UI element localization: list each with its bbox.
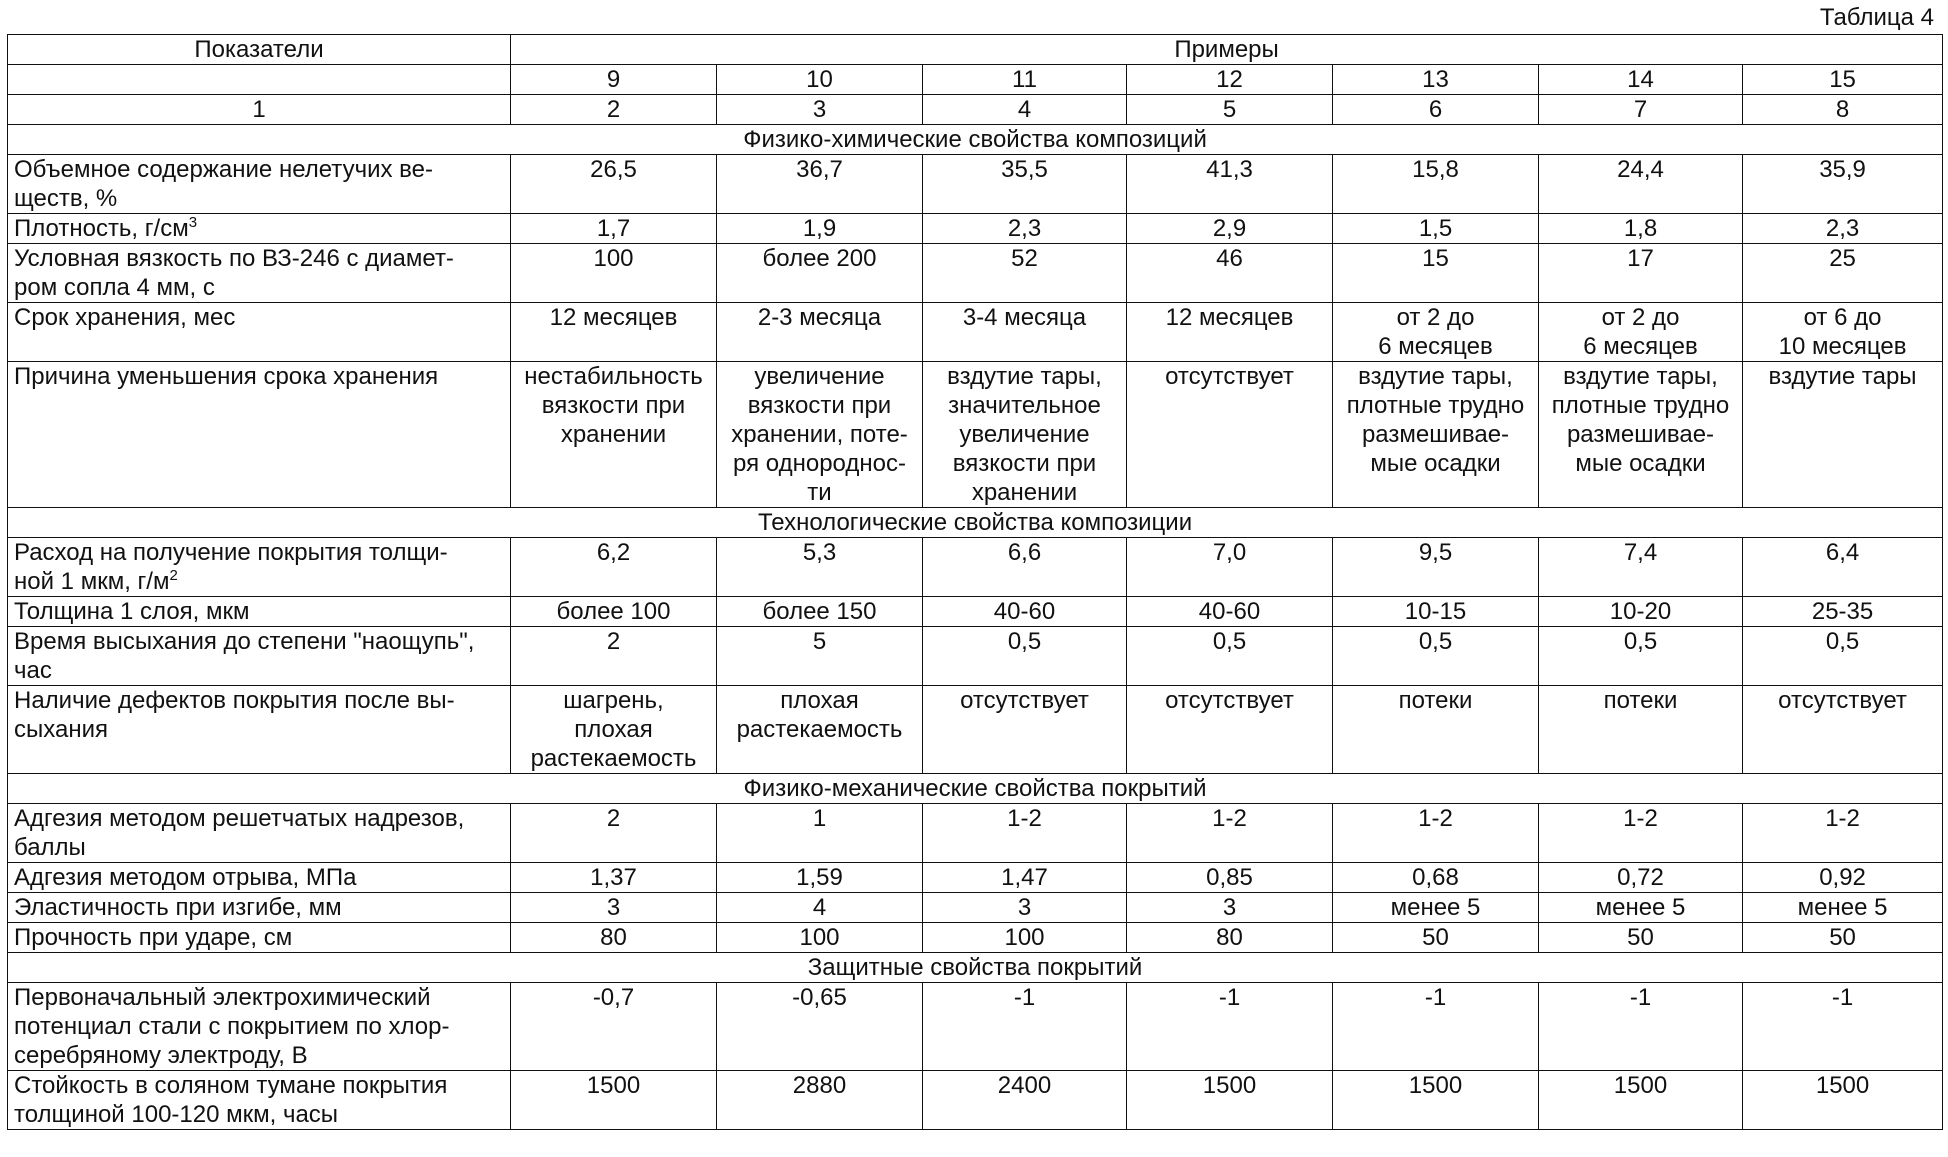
indicator-cell <box>8 863 511 893</box>
value-cell <box>1127 303 1333 362</box>
value-cell <box>511 983 717 1071</box>
value-text: отсутствует <box>1165 363 1294 390</box>
value-text: 2,3 <box>1825 215 1860 242</box>
value-text: 12 месяцев <box>1165 304 1294 331</box>
value-text: 6,4 <box>1825 539 1860 566</box>
value-cell <box>1743 627 1943 686</box>
value-cell <box>923 686 1127 774</box>
value-text: 1,5 <box>1418 215 1453 242</box>
value-text: -0,65 <box>792 984 847 1011</box>
value-text: 50 <box>1627 924 1654 951</box>
value-text: 3-4 месяца <box>962 304 1087 331</box>
indicator-cell <box>8 303 511 362</box>
section-row <box>8 125 1943 155</box>
example-number: 13 <box>1333 65 1539 95</box>
value-cell <box>923 863 1127 893</box>
value-text: увеличение вязкости при хранении, поте- ря однороднос- ти <box>731 363 908 506</box>
value-text: 1,59 <box>796 864 843 891</box>
value-cell <box>1333 923 1539 953</box>
example-number: 9 <box>511 65 717 95</box>
section-row <box>8 953 1943 983</box>
value-cell <box>1127 627 1333 686</box>
value-text: 2400 <box>997 1072 1052 1099</box>
value-text: 52 <box>1011 245 1038 272</box>
value-text: менее 5 <box>1390 894 1481 921</box>
value-cell <box>717 804 923 863</box>
value-cell <box>1743 863 1943 893</box>
value-cell <box>1539 863 1743 893</box>
value-cell <box>511 923 717 953</box>
value-text: 1500 <box>586 1072 641 1099</box>
value-cell <box>511 155 717 214</box>
value-cell <box>511 244 717 303</box>
value-cell <box>1333 244 1539 303</box>
indicator-cell <box>8 214 511 244</box>
value-cell <box>1333 214 1539 244</box>
indicator-text: Условная вязкость по ВЗ-246 с диамет- ром сопла 4 мм, с <box>14 245 454 301</box>
example-number: 11 <box>923 65 1127 95</box>
indicator-text: Время высыхания до степени "наощупь", час <box>14 628 475 684</box>
value-cell <box>1539 597 1743 627</box>
value-text: более 200 <box>762 245 877 272</box>
value-cell <box>1333 538 1539 597</box>
value-text: потеки <box>1398 687 1473 714</box>
value-text: -1 <box>1424 984 1447 1011</box>
value-cell <box>511 804 717 863</box>
indicator-cell <box>8 362 511 508</box>
value-text: 0,5 <box>1623 628 1658 655</box>
value-cell <box>1743 538 1943 597</box>
table-row <box>8 214 1943 244</box>
value-text: 1500 <box>1408 1072 1463 1099</box>
value-text: 50 <box>1829 924 1856 951</box>
value-cell <box>1539 686 1743 774</box>
value-cell <box>1127 1071 1333 1130</box>
table-row <box>8 893 1943 923</box>
value-cell <box>717 1071 923 1130</box>
value-text: 1 <box>812 805 827 832</box>
value-text: 1,9 <box>802 215 837 242</box>
value-cell <box>717 538 923 597</box>
value-text: 5,3 <box>802 539 837 566</box>
value-text: 1,7 <box>596 215 631 242</box>
indicator-cell <box>8 804 511 863</box>
value-cell <box>1127 893 1333 923</box>
value-text: 7,0 <box>1212 539 1247 566</box>
indicator-text: Адгезия методом отрыва, МПа <box>14 864 357 891</box>
value-text: 40-60 <box>1198 598 1261 625</box>
value-cell <box>1539 923 1743 953</box>
value-cell <box>1743 214 1943 244</box>
indicator-text: Стойкость в соляном тумане покрытия толщиной 100-120 мкм, часы <box>14 1072 448 1128</box>
value-cell <box>1743 686 1943 774</box>
value-cell <box>1127 983 1333 1071</box>
value-text: 1500 <box>1815 1072 1870 1099</box>
value-text: 35,9 <box>1819 156 1866 183</box>
value-text: 5 <box>812 628 827 655</box>
section-row <box>8 774 1943 804</box>
value-cell <box>1539 362 1743 508</box>
value-cell <box>717 244 923 303</box>
indicator-text: Плотность, г/см <box>14 215 189 242</box>
value-text: от 6 до 10 месяцев <box>1778 304 1907 360</box>
value-text: нестабильность вязкости при хранении <box>524 363 703 448</box>
value-text: 1,47 <box>1001 864 1048 891</box>
indicator-cell <box>8 597 511 627</box>
value-text: вздутие тары, плотные трудно размешивае- мые осадки <box>1346 363 1525 477</box>
value-text: 9,5 <box>1418 539 1453 566</box>
column-number: 1 <box>8 95 511 125</box>
value-cell <box>1743 804 1943 863</box>
value-text: более 100 <box>556 598 671 625</box>
value-cell <box>1333 804 1539 863</box>
column-number: 6 <box>1333 95 1539 125</box>
value-text: -1 <box>1013 984 1036 1011</box>
value-text: менее 5 <box>1595 894 1686 921</box>
value-text: -1 <box>1629 984 1652 1011</box>
value-text: 80 <box>600 924 627 951</box>
value-cell <box>1127 362 1333 508</box>
example-number: 14 <box>1539 65 1743 95</box>
value-text: -0,7 <box>592 984 635 1011</box>
value-cell <box>1539 214 1743 244</box>
value-cell <box>511 303 717 362</box>
value-cell <box>1743 155 1943 214</box>
value-text: отсутствует <box>1778 687 1907 714</box>
value-text: шагрень, плохая растекаемость <box>530 687 697 772</box>
value-cell <box>923 244 1127 303</box>
value-text: 100 <box>593 245 634 272</box>
value-text: 0,5 <box>1212 628 1247 655</box>
value-cell <box>717 686 923 774</box>
value-text: 2,3 <box>1007 215 1042 242</box>
value-text: 10-15 <box>1404 598 1467 625</box>
value-cell <box>1333 1071 1539 1130</box>
value-text: менее 5 <box>1797 894 1888 921</box>
value-text: 36,7 <box>796 156 843 183</box>
value-cell <box>1539 538 1743 597</box>
value-text: 3 <box>1017 894 1032 921</box>
example-number: 15 <box>1743 65 1943 95</box>
table-row <box>8 362 1943 508</box>
header-indicators: Показатели <box>8 35 511 65</box>
value-cell <box>717 155 923 214</box>
value-cell <box>511 1071 717 1130</box>
value-cell <box>717 983 923 1071</box>
value-text: 3 <box>1222 894 1237 921</box>
value-cell <box>717 627 923 686</box>
header-row <box>8 35 1943 65</box>
indicator-text: Первоначальный электрохимический потенциал стали с покрытием по хлор- серебряному электроду, В <box>14 984 450 1069</box>
value-cell <box>511 863 717 893</box>
example-number: 10 <box>717 65 923 95</box>
value-cell <box>1539 303 1743 362</box>
section-title: Физико-химические свойства композиций <box>8 125 1943 155</box>
value-text: плохая растекаемость <box>736 687 903 743</box>
value-cell <box>717 214 923 244</box>
section-title: Физико-механические свойства покрытий <box>8 774 1943 804</box>
section-title: Технологические свойства композиции <box>8 508 1943 538</box>
value-text: 0,5 <box>1825 628 1860 655</box>
value-text: от 2 до 6 месяцев <box>1583 304 1698 360</box>
value-text: 1-2 <box>1212 805 1247 832</box>
table-row <box>8 627 1943 686</box>
value-cell <box>923 597 1127 627</box>
value-cell <box>1127 244 1333 303</box>
value-text: 0,5 <box>1418 628 1453 655</box>
value-cell <box>1743 983 1943 1071</box>
value-text: 1-2 <box>1007 805 1042 832</box>
indicator-text: Объемное содержание нелетучих ве- ществ, % <box>14 156 433 212</box>
indicator-cell <box>8 686 511 774</box>
indicator-cell <box>8 244 511 303</box>
column-number: 8 <box>1743 95 1943 125</box>
value-text: 7,4 <box>1623 539 1658 566</box>
value-cell <box>923 362 1127 508</box>
indicator-text: Причина уменьшения срока хранения <box>14 363 439 390</box>
table-row <box>8 1071 1943 1130</box>
value-cell <box>717 863 923 893</box>
value-cell <box>1127 538 1333 597</box>
value-cell <box>1743 893 1943 923</box>
value-cell <box>1127 923 1333 953</box>
table-row <box>8 597 1943 627</box>
indicator-text: Прочность при ударе, см <box>14 924 293 951</box>
indicator-text: Наличие дефектов покрытия после вы- сыхания <box>14 687 455 743</box>
value-cell <box>923 804 1127 863</box>
indicator-cell <box>8 923 511 953</box>
value-cell <box>923 983 1127 1071</box>
value-text: 0,92 <box>1819 864 1866 891</box>
example-numbers-row <box>8 65 1943 95</box>
value-text: 10-20 <box>1609 598 1672 625</box>
value-text: 0,5 <box>1007 628 1042 655</box>
column-number: 4 <box>923 95 1127 125</box>
value-text: вздутие тары, плотные трудно размешивае- мые осадки <box>1551 363 1730 477</box>
table-caption: Таблица 4 <box>1819 4 1934 31</box>
value-text: 0,72 <box>1617 864 1664 891</box>
value-cell <box>1333 686 1539 774</box>
value-text: более 150 <box>762 598 877 625</box>
value-text: 1,37 <box>590 864 637 891</box>
table-row <box>8 983 1943 1071</box>
value-text: отсутствует <box>960 687 1089 714</box>
value-text: 2880 <box>792 1072 847 1099</box>
value-text: 17 <box>1627 245 1654 272</box>
value-text: 26,5 <box>590 156 637 183</box>
table-row <box>8 155 1943 214</box>
value-cell <box>923 303 1127 362</box>
value-cell <box>923 1071 1127 1130</box>
column-numbers-row <box>8 95 1943 125</box>
column-number: 7 <box>1539 95 1743 125</box>
indicator-cell <box>8 538 511 597</box>
value-cell <box>1333 863 1539 893</box>
header-examples: Примеры <box>511 35 1943 65</box>
value-text: 35,5 <box>1001 156 1048 183</box>
value-cell <box>1539 244 1743 303</box>
value-cell <box>923 538 1127 597</box>
column-number: 5 <box>1127 95 1333 125</box>
table-row <box>8 804 1943 863</box>
value-text: 50 <box>1422 924 1449 951</box>
value-cell <box>717 362 923 508</box>
value-text: отсутствует <box>1165 687 1294 714</box>
value-cell <box>1333 627 1539 686</box>
value-text: от 2 до 6 месяцев <box>1378 304 1493 360</box>
value-cell <box>1743 244 1943 303</box>
table-row <box>8 923 1943 953</box>
value-cell <box>1539 893 1743 923</box>
indicator-cell <box>8 627 511 686</box>
value-cell <box>923 923 1127 953</box>
value-cell <box>1539 627 1743 686</box>
indicator-text: Расход на получение покрытия толщи- ной 1 мкм, г/м <box>14 539 448 595</box>
value-cell <box>1539 804 1743 863</box>
column-number: 2 <box>511 95 717 125</box>
value-text: вздутие тары, значительное увеличение вязкости при хранении <box>947 363 1102 506</box>
value-text: 15,8 <box>1412 156 1459 183</box>
value-text: 46 <box>1216 245 1243 272</box>
value-cell <box>1127 863 1333 893</box>
value-cell <box>511 686 717 774</box>
value-text: потеки <box>1603 687 1678 714</box>
value-cell <box>923 893 1127 923</box>
value-text: 2,9 <box>1212 215 1247 242</box>
data-table <box>7 34 1943 1130</box>
value-text: 25-35 <box>1811 598 1874 625</box>
value-cell <box>511 893 717 923</box>
value-text: 1500 <box>1202 1072 1257 1099</box>
value-cell <box>1127 686 1333 774</box>
value-cell <box>923 155 1127 214</box>
value-cell <box>511 362 717 508</box>
indicator-text: Эластичность при изгибе, мм <box>14 894 342 921</box>
value-text: 12 месяцев <box>549 304 678 331</box>
value-cell <box>717 893 923 923</box>
value-cell <box>1539 983 1743 1071</box>
value-text: 1,8 <box>1623 215 1658 242</box>
empty-cell <box>8 65 511 95</box>
table-row <box>8 686 1943 774</box>
value-text: 41,3 <box>1206 156 1253 183</box>
value-text: 6,2 <box>596 539 631 566</box>
indicator-cell <box>8 983 511 1071</box>
indicator-text: Срок хранения, мес <box>14 304 236 331</box>
indicator-cell <box>8 155 511 214</box>
value-text: 15 <box>1422 245 1449 272</box>
value-text: 100 <box>799 924 840 951</box>
value-cell <box>1539 155 1743 214</box>
value-text: 1500 <box>1613 1072 1668 1099</box>
value-text: 24,4 <box>1617 156 1664 183</box>
value-cell <box>1743 923 1943 953</box>
value-cell <box>1333 983 1539 1071</box>
value-text: 80 <box>1216 924 1243 951</box>
value-cell <box>1333 893 1539 923</box>
value-cell <box>1127 155 1333 214</box>
indicator-superscript: 3 <box>188 214 198 231</box>
indicator-cell <box>8 893 511 923</box>
value-cell <box>1127 597 1333 627</box>
value-text: 6,6 <box>1007 539 1042 566</box>
value-cell <box>717 923 923 953</box>
value-cell <box>717 303 923 362</box>
indicator-superscript: 2 <box>169 567 178 584</box>
table-row <box>8 863 1943 893</box>
value-text: 100 <box>1004 924 1045 951</box>
table-row <box>8 244 1943 303</box>
value-text: 40-60 <box>993 598 1056 625</box>
value-cell <box>511 597 717 627</box>
value-text: -1 <box>1831 984 1854 1011</box>
value-text: 3 <box>606 894 621 921</box>
value-cell <box>511 538 717 597</box>
value-text: 1-2 <box>1418 805 1453 832</box>
example-number: 12 <box>1127 65 1333 95</box>
table-row <box>8 538 1943 597</box>
value-cell <box>1127 214 1333 244</box>
value-text: 25 <box>1829 245 1856 272</box>
section-title: Защитные свойства покрытий <box>8 953 1943 983</box>
value-cell <box>923 627 1127 686</box>
indicator-text: Толщина 1 слоя, мкм <box>14 598 250 625</box>
value-cell <box>1539 1071 1743 1130</box>
column-number: 3 <box>717 95 923 125</box>
section-row <box>8 508 1943 538</box>
value-text: вздутие тары <box>1768 363 1917 390</box>
value-cell <box>1743 597 1943 627</box>
value-cell <box>1333 155 1539 214</box>
value-cell <box>1743 303 1943 362</box>
value-cell <box>717 597 923 627</box>
value-text: 0,85 <box>1206 864 1253 891</box>
value-cell <box>1127 804 1333 863</box>
value-text: 1-2 <box>1623 805 1658 832</box>
value-cell <box>923 214 1127 244</box>
indicator-cell <box>8 1071 511 1130</box>
value-cell <box>1743 1071 1943 1130</box>
value-cell <box>1333 362 1539 508</box>
indicator-text: Адгезия методом решетчатых надрезов, баллы <box>14 805 465 861</box>
table-row <box>8 303 1943 362</box>
value-cell <box>511 627 717 686</box>
value-text: 2 <box>606 628 621 655</box>
value-cell <box>1333 597 1539 627</box>
value-text: 2 <box>606 805 621 832</box>
value-text: 1-2 <box>1825 805 1860 832</box>
value-text: -1 <box>1218 984 1241 1011</box>
value-cell <box>1333 303 1539 362</box>
value-cell <box>1743 362 1943 508</box>
value-cell <box>511 214 717 244</box>
value-text: 4 <box>812 894 827 921</box>
value-text: 0,68 <box>1412 864 1459 891</box>
value-text: 2-3 месяца <box>757 304 882 331</box>
